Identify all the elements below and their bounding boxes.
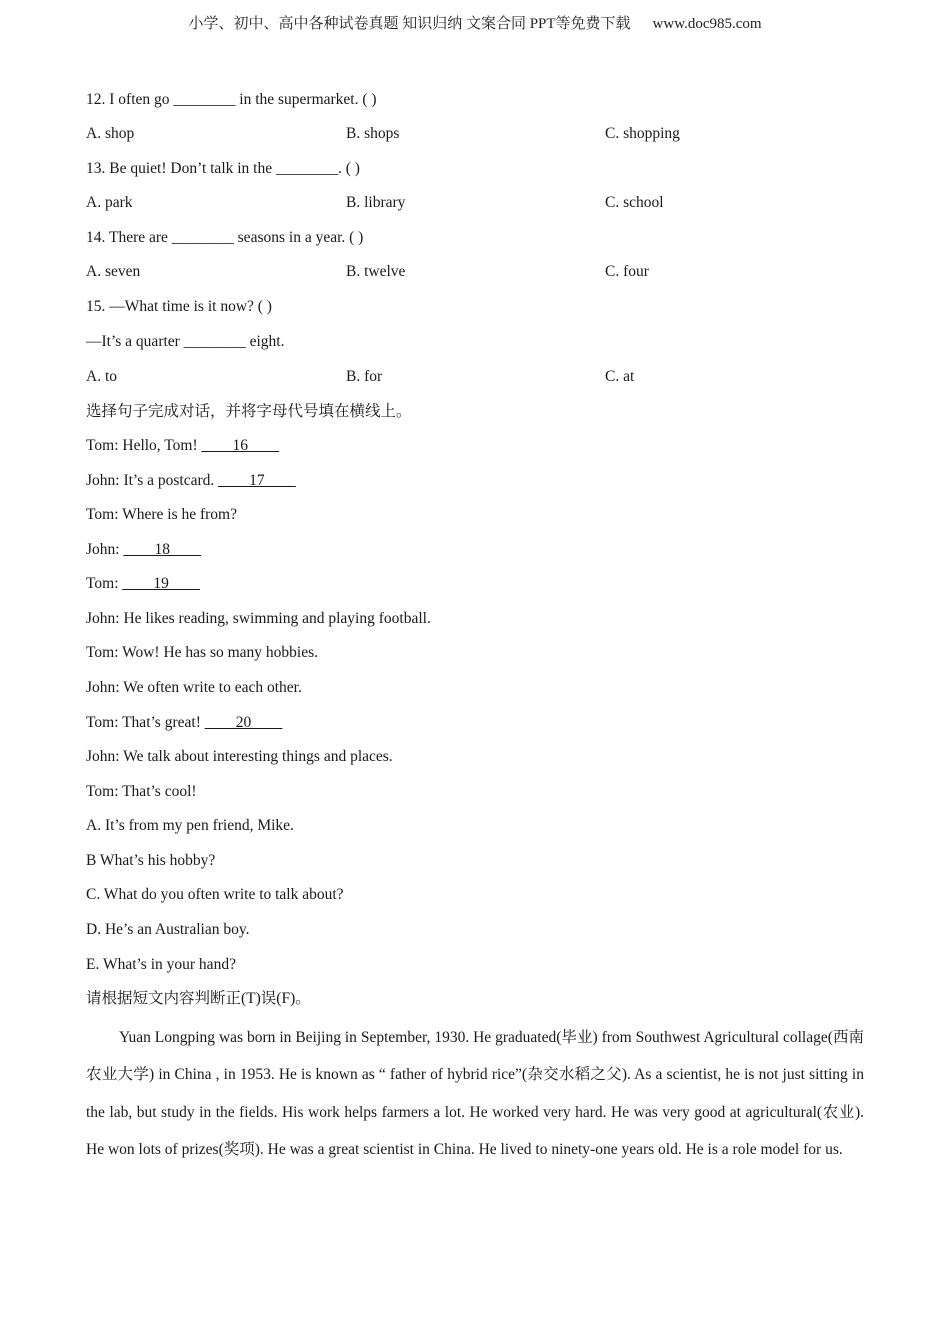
dialogue-text: Tom: (86, 575, 123, 592)
question-14-stem: 14. There are ________ seasons in a year. ( ) (86, 229, 364, 246)
dialogue-blank-18: ____18____ (123, 541, 201, 558)
reading-passage: Yuan Longping was born in Beijing in September, 1930. He graduated(毕业) from Southwest Agricultural collage(西南农业大学) in China , in 1953. He is known as “ father of hybrid rice”(杂交水稻之父). As a scientist, he is not just sitting in the lab, but study in the fields. His work helps farmers a lot. He worked very hard. He was very good at agricultural(农业). He won lots of prizes(奖项). He was a great scientist in China. He lived to ninety-one years old. He is a role model for us. (86, 1029, 864, 1158)
true-false-instruction: 请根据短文内容判断正(T)误(F)。 (86, 990, 311, 1007)
question-14-option-b: B. twelve (346, 263, 406, 280)
dialogue-text: Tom: Where is he from? (86, 506, 237, 523)
choice-item: E. What’s in your hand? (86, 956, 236, 973)
dialogue-blank-16: ____16____ (201, 437, 280, 454)
question-15-stem: 15. —What time is it now? ( ) (86, 298, 272, 315)
dialogue-blank-20: ____20____ (204, 714, 283, 731)
header-site: www.doc985.com (652, 16, 762, 32)
dialogue-text: John: (86, 541, 124, 558)
dialogue-text: John: We talk about interesting things and places. (86, 748, 393, 765)
header-text: 小学、初中、高中各种试卷真题 知识归纳 文案合同 PPT等免费下载 (188, 16, 631, 32)
question-13-stem: 13. Be quiet! Don’t talk in the ________. ( ) (86, 160, 360, 177)
question-14-option-c: C. four (605, 263, 649, 280)
question-14-option-a: A. seven (86, 263, 141, 280)
dialogue-line (86, 747, 393, 767)
dialogue-line (86, 643, 318, 663)
dialogue-blank-19: ____19____ (122, 575, 200, 592)
choice-item: D. He’s an Australian boy. (86, 921, 250, 938)
question-15-option-b: B. for (346, 368, 383, 385)
question-15-option-c: C. at (605, 368, 635, 385)
question-15-stem-reply: —It’s a quarter ________ eight. (86, 333, 285, 350)
dialogue-line (86, 609, 431, 629)
dialogue-line (86, 678, 302, 698)
dialogue-line (86, 436, 279, 456)
question-13-option-b: B. library (346, 194, 406, 211)
question-12-option-a: A. shop (86, 125, 135, 142)
dialogue-line (86, 505, 237, 525)
dialogue-text: John: He likes reading, swimming and playing football. (86, 610, 431, 627)
dialogue-line (86, 574, 200, 594)
choice-item: B What’s his hobby? (86, 852, 216, 869)
dialogue-line (86, 471, 296, 491)
question-15-option-a: A. to (86, 368, 117, 385)
question-12-option-c: C. shopping (605, 125, 680, 142)
dialogue-line (86, 540, 201, 560)
dialogue-instruction: 选择句子完成对话，并将字母代号填在横线上。 (86, 403, 412, 420)
choice-item: C. What do you often write to talk about? (86, 886, 344, 903)
question-13-option-a: A. park (86, 194, 133, 211)
dialogue-blank-17: ____17____ (218, 472, 296, 489)
dialogue-text: Tom: That’s great! (86, 714, 205, 731)
dialogue-line (86, 713, 282, 733)
dialogue-text: Tom: Wow! He has so many hobbies. (86, 644, 319, 661)
dialogue-text: John: We often write to each other. (86, 679, 302, 696)
dialogue-text: John: It’s a postcard. (86, 472, 219, 489)
question-13-option-c: C. school (605, 194, 664, 211)
choice-item: A. It’s from my pen friend, Mike. (86, 817, 294, 834)
dialogue-line (86, 782, 197, 802)
dialogue-text: Tom: That’s cool! (86, 783, 197, 800)
page-header (0, 12, 950, 33)
dialogue-text: Tom: Hello, Tom! (86, 437, 202, 454)
question-12-option-b: B. shops (346, 125, 400, 142)
question-12-stem: 12. I often go ________ in the supermarket. ( ) (86, 91, 377, 108)
